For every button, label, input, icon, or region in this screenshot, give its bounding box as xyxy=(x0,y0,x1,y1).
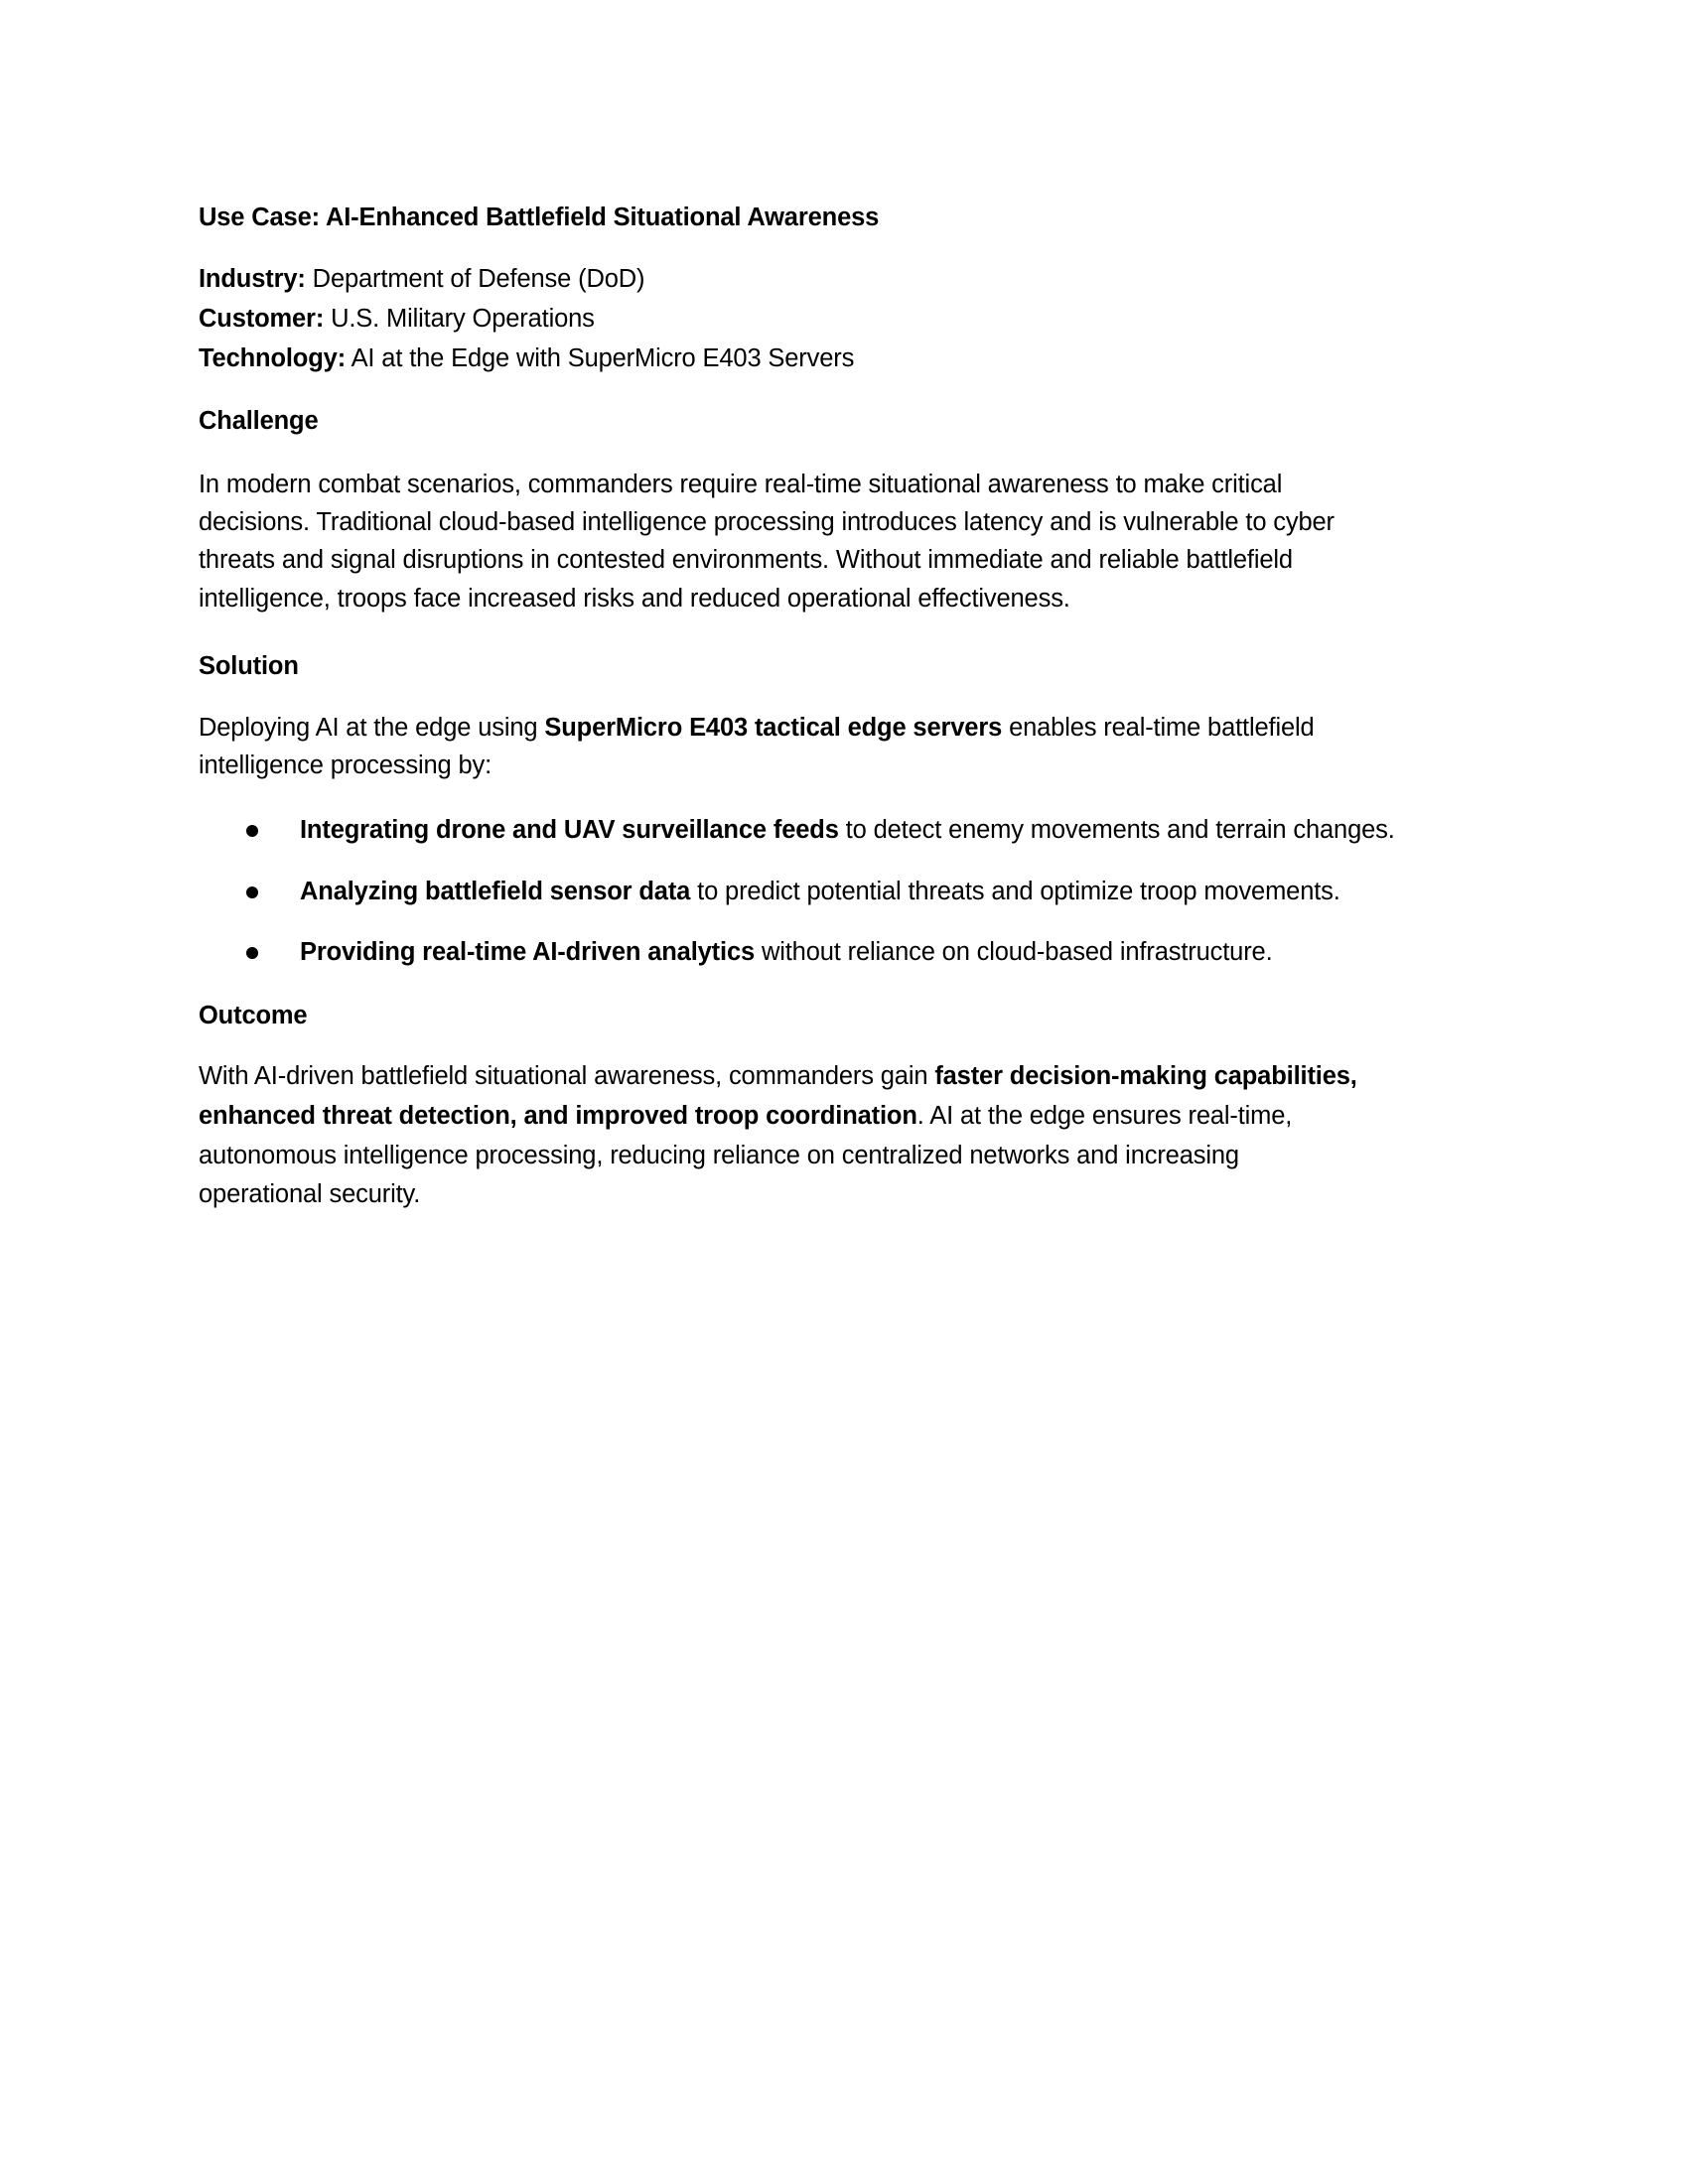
challenge-heading: Challenge xyxy=(199,407,319,435)
outcome-heading: Outcome xyxy=(199,1002,308,1029)
bullet-bold: Integrating drone and UAV surveillance feeds xyxy=(300,816,839,844)
outcome-line2-post: . AI at the edge ensures real-time, xyxy=(916,1102,1293,1130)
solution-bullet xyxy=(300,932,1273,972)
outcome-line1-pre: With AI-driven battlefield situational awareness, commanders gain xyxy=(199,1062,935,1090)
solution-heading: Solution xyxy=(199,652,299,680)
bullet-icon xyxy=(246,887,258,898)
bullet-icon xyxy=(246,825,258,837)
solution-intro-line: intelligence processing by: xyxy=(199,751,492,779)
solution-bullet xyxy=(300,872,1340,911)
outcome-line: autonomous intelligence processing, reducing reliance on centralized networks and increasing xyxy=(199,1142,1239,1169)
bullet-text: to detect enemy movements and terrain changes. xyxy=(838,816,1395,844)
challenge-line: threats and signal disruptions in contested environments. Without immediate and reliable battlefield xyxy=(199,546,1293,574)
challenge-line: In modern combat scenarios, commanders require real-time situational awareness to make critical xyxy=(199,471,1283,498)
outcome-line1-bold: faster decision-making capabilities, xyxy=(934,1062,1357,1090)
outcome-line2-bold: enhanced threat detection, and improved troop coordination xyxy=(199,1102,917,1130)
solution-intro-line xyxy=(199,708,1315,748)
meta-technology-label: Technology: xyxy=(199,344,347,372)
outcome-line xyxy=(199,1096,1292,1136)
challenge-line: decisions. Traditional cloud-based intelligence processing introduces latency and is vulnerable to cyber xyxy=(199,508,1335,536)
meta-technology xyxy=(199,339,854,378)
bullet-text: without reliance on cloud-based infrastructure. xyxy=(755,938,1273,966)
meta-technology-value: AI at the Edge with SuperMicro E403 Servers xyxy=(346,344,855,372)
meta-industry xyxy=(199,259,644,299)
solution-intro-bold: SuperMicro E403 tactical edge servers xyxy=(544,714,1003,742)
meta-customer-value: U.S. Military Operations xyxy=(324,305,595,333)
outcome-line: operational security. xyxy=(199,1180,421,1208)
bullet-text: to predict potential threats and optimize troop movements. xyxy=(690,878,1340,905)
meta-customer xyxy=(199,299,595,339)
bullet-bold: Providing real-time AI-driven analytics xyxy=(300,938,756,966)
meta-industry-label: Industry: xyxy=(199,265,306,293)
outcome-line xyxy=(199,1056,1357,1096)
solution-intro-pre: Deploying AI at the edge using xyxy=(199,714,545,742)
document-title: Use Case: AI-Enhanced Battlefield Situational Awareness xyxy=(199,204,880,231)
bullet-icon xyxy=(246,947,258,959)
challenge-line: intelligence, troops face increased risks and reduced operational effectiveness. xyxy=(199,585,1070,613)
solution-intro-post: enables real-time battlefield xyxy=(1002,714,1315,742)
meta-customer-label: Customer: xyxy=(199,305,325,333)
solution-bullet xyxy=(300,810,1395,850)
bullet-bold: Analyzing battlefield sensor data xyxy=(300,878,691,905)
meta-industry-value: Department of Defense (DoD) xyxy=(305,265,645,293)
